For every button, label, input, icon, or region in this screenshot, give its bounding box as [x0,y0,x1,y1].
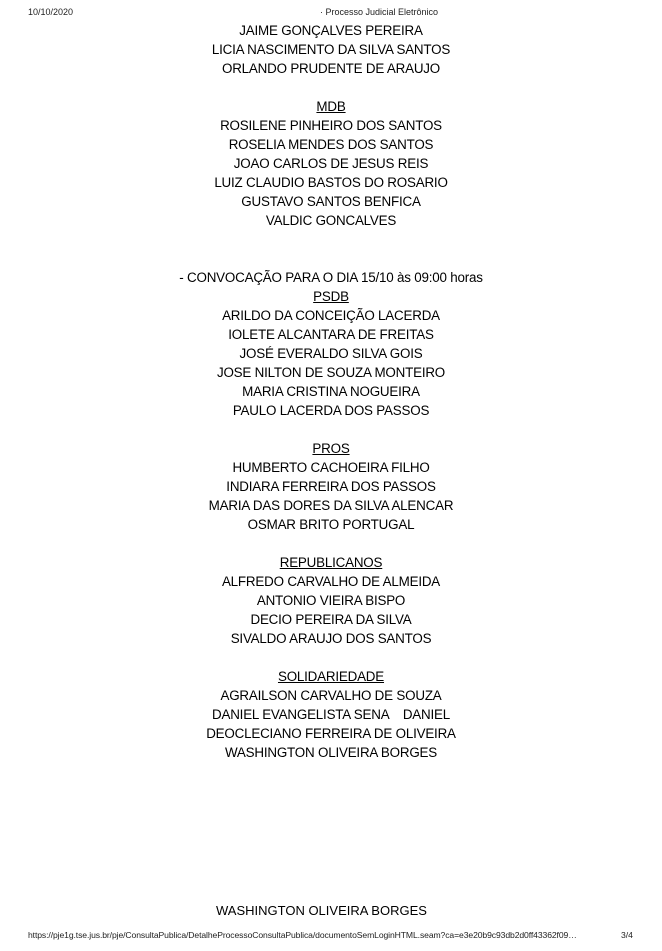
name-line: INDIARA FERREIRA DOS PASSOS [226,479,436,494]
name-line: LUIZ CLAUDIO BASTOS DO ROSARIO [214,175,448,190]
name-line: MARIA DAS DORES DA SILVA ALENCAR [208,498,454,513]
name-line: ROSILENE PINHEIRO DOS SANTOS [220,118,442,133]
name-line: JOSE NILTON DE SOUZA MONTEIRO [216,365,446,380]
name-line: OSMAR BRITO PORTUGAL [247,517,415,532]
name-line: DEOCLECIANO FERREIRA DE OLIVEIRA [206,726,456,741]
name-line: JOSÉ EVERALDO SILVA GOIS [239,346,423,361]
party-heading-psdb: PSDB [313,289,349,304]
name-line: LICIA NASCIMENTO DA SILVA SANTOS [211,42,451,57]
name-line: ARILDO DA CONCEIÇÃO LACERDA [222,308,440,323]
party-heading-solidariedade: SOLIDARIEDADE [277,669,385,684]
cut-off-text: WASHINGTON OLIVEIRA BORGES [216,903,427,918]
name-line: HUMBERTO CACHOEIRA FILHO [232,460,430,475]
name-line: ORLANDO PRUDENTE DE ARAUJO [221,61,440,76]
name-line: VALDIC GONCALVES [265,213,397,228]
convocation-line: - CONVOCAÇÃO PARA O DIA 15/10 às 09:00 horas [179,270,483,285]
name-line: DECIO PEREIRA DA SILVA [250,612,412,627]
party-heading-republicanos: REPUBLICANOS [279,555,383,570]
print-date: 10/10/2020 [28,7,74,17]
name-line: WASHINGTON OLIVEIRA BORGES [224,745,438,760]
print-footer-url: https://pje1g.tse.jus.br/pje/ConsultaPublica/DetalheProcessoConsultaPublica/documentoSemLoginHTML.seam?ca=e3e20b9c93db2d0ff43362f09… [28,930,577,940]
name-line: GUSTAVO SANTOS BENFICA [241,194,421,209]
name-line: JOAO CARLOS DE JESUS REIS [233,156,429,171]
name-line: ALFREDO CARVALHO DE ALMEIDA [221,574,441,589]
name-line: SIVALDO ARAUJO DOS SANTOS [230,631,432,646]
name-line: DANIEL EVANGELISTA SENA DANIEL [212,707,450,722]
name-line: MARIA CRISTINA NOGUEIRA [242,384,420,399]
name-line: AGRAILSON CARVALHO DE SOUZA [220,688,442,703]
party-heading-pros: PROS [312,441,350,456]
name-line: ROSELIA MENDES DOS SANTOS [228,137,434,152]
name-line: PAULO LACERDA DOS PASSOS [232,403,430,418]
print-header-title: · Processo Judicial Eletrônico [320,7,439,17]
party-heading-mdb: MDB [316,99,346,114]
name-line: JAIME GONÇALVES PEREIRA [239,23,423,38]
cut-off-text-line [216,903,427,918]
name-line: IOLETE ALCANTARA DE FREITAS [228,327,434,342]
name-line: ANTONIO VIEIRA BISPO [256,593,406,608]
page-number: 3/4 [621,930,633,940]
document-body [0,21,662,762]
